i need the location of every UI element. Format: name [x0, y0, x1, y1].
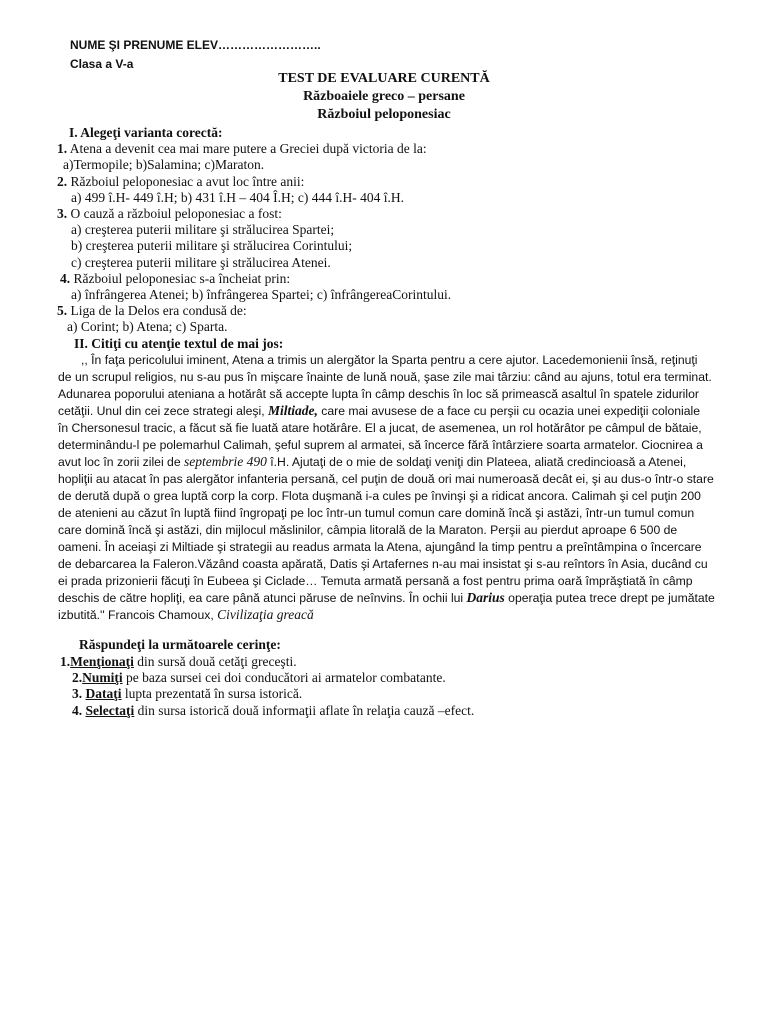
question-number: 2.: [57, 174, 68, 189]
source-line: [58, 607, 314, 623]
question-1: [57, 141, 427, 157]
source-line: de derută după o grea luptă corp la corp. Flota duşmană i-a cules pe învinşi şi a ridicat ancora. Calimah şi cel puţin 200: [58, 489, 701, 503]
requirement-number: 4.: [72, 703, 86, 718]
source-line: de debarcarea la Faleron.Văzând coasta apărată, Datis şi Artafernes n-au mai insistat şi s-au reîntors în Asia, ducând cu: [58, 557, 708, 571]
source-name-miltiade: Miltiade,: [268, 403, 318, 418]
source-line: hopliţii au atacat în pas alergător infanteria persană, cel puţin de două ori mai numeroasă decât ei, şi au dus-o într-o stare: [58, 472, 714, 486]
page-subtitle-1: Războaiele greco – persane: [303, 89, 465, 104]
requirement-verb: Dataţi: [85, 686, 122, 701]
question-5: [57, 303, 247, 319]
source-date: septembrie 490: [184, 454, 267, 469]
requirement-text: lupta prezentată în sursa istorică.: [121, 686, 303, 701]
question-2: [57, 174, 304, 190]
question-3: [57, 206, 282, 222]
requirement-text: din sursa istorică două informaţii aflate în relaţia cauză –efect.: [134, 703, 475, 718]
question-1-options: a)Termopile; b)Salamina; c)Maraton.: [63, 157, 265, 172]
requirement-text: din sursă două cetăţi greceşti.: [133, 654, 297, 669]
source-book-title: Civilizaţia greacă: [217, 607, 314, 622]
source-text: deschis de către hopliţi, ea care până atunci păruse de neînvins. În ochii lui: [58, 591, 467, 605]
source-line: care domină încă şi astăzi, din mijlocul măslinilor, câmpia litorală de la Maraton. Perşii au pierdut aproape 6 500 de: [58, 523, 678, 537]
requirement-2: [72, 670, 446, 686]
student-name-line: NUME ŞI PRENUME ELEV……………………..: [70, 38, 321, 52]
question-3-option-b: b) creşterea puterii militare şi strălucirea Corintului;: [71, 238, 353, 253]
question-number: 3.: [57, 206, 68, 221]
class-line: Clasa a V-a: [70, 57, 134, 71]
requirement-text: pe baza sursei cei doi conducători ai armatelor combatante.: [122, 670, 446, 685]
requirement-4: [72, 703, 474, 719]
source-text: izbutită.'' Francois Chamoux,: [58, 608, 218, 622]
page-title: TEST DE EVALUARE CURENTĂ: [278, 71, 490, 86]
question-5-options: a) Corint; b) Atena; c) Sparta.: [67, 319, 228, 334]
source-text: î.H. Ajutaţi de o mie de soldaţi veniţi din Plateea, aliată credincioasă a Atenei,: [266, 455, 687, 469]
question-number: 5.: [57, 303, 68, 318]
source-line: de atenieni au căzut în luptă fiind îngropaţi pe loc într-un tumul comun care domină încă şi astăzi, într-un tumul comun: [58, 506, 695, 520]
question-4: [60, 271, 290, 287]
question-number: 4.: [60, 271, 71, 286]
requirement-1: [60, 654, 297, 670]
question-4-options: a) înfrângerea Atenei; b) înfrângerea Spartei; c) înfrângereaCorintului.: [71, 287, 452, 302]
source-text: care mai avusese de a face cu perşii cu ocazia unei expediţii coloniale: [317, 404, 700, 418]
section-3-heading: Răspundeţi la următoarele cerinţe:: [79, 637, 281, 652]
source-line: determinându-l pe polemarhul Calimah, şeful suprem al armatei, să încerce fără întârziere soarta armatelor. Ciocnirea a: [58, 438, 703, 452]
requirement-number: 1.: [60, 654, 71, 669]
question-text: Războiul peloponesiac s-a încheiat prin:: [70, 271, 291, 286]
requirement-number: 2.: [72, 670, 83, 685]
section-2-heading: II. Citiţi cu atenţie textul de mai jos:: [74, 336, 284, 351]
source-line: în Chersonesul tracic, a făcut să fie luată atare hotărâre. El a jucat, de asemenea, un rol hotărâtor pe câmpul de bătaie,: [58, 421, 702, 435]
requirement-verb: Menţionaţi: [70, 654, 134, 669]
question-text: Războiul peloponesiac a avut loc între anii:: [67, 174, 305, 189]
source-line: [58, 403, 700, 419]
page-subtitle-2: Războiul peloponesiac: [317, 107, 451, 122]
source-text: cetăţii. Unul din cei zece strategi aleşi,: [58, 404, 268, 418]
question-text: Atena a devenit cea mai mare putere a Greciei după victoria de la:: [67, 141, 427, 156]
requirement-verb: Numiţi: [82, 670, 123, 685]
requirement-number: 3.: [72, 686, 86, 701]
question-2-options: a) 499 î.H- 449 î.H; b) 431 î.H – 404 Î.H; c) 444 î.H- 404 î.H.: [71, 190, 404, 205]
source-name-darius: Darius: [466, 590, 505, 605]
question-number: 1.: [57, 141, 68, 156]
source-line: [58, 454, 686, 470]
source-line: oameni. În aceiaşi zi Miltiade şi strategii au readus armata la Atena, ajungând la timp pentru a preîntâmpina o încercare: [58, 540, 702, 554]
source-text: operaţia putea trece drept pe jumătate: [504, 591, 715, 605]
source-line: de un scrupul religios, nu s-au pus în mişcare înainte de lună nouă, şase zile mai târziu: când au ajuns, totul era terminat.: [58, 370, 712, 384]
requirement-verb: Selectaţi: [85, 703, 135, 718]
source-line: [58, 590, 715, 606]
question-3-option-a: a) creşterea puterii militare şi strălucirea Spartei;: [71, 222, 335, 237]
question-3-option-c: c) creşterea puterii militare şi strălucirea Atenei.: [71, 255, 331, 270]
source-line: ei prada prizonierii făcuţi în Eubeea şi Ciclade… Temuta armată persană a fost pentru prima oară împrăştiată în câmp: [58, 574, 693, 588]
question-text: O cauză a războiul peloponesiac a fost:: [67, 206, 282, 221]
source-line: ,, În faţa pericolului iminent, Atena a trimis un alergător la Sparta pentru a cere ajutor. Lacedemonienii însă, reţinuţi: [81, 353, 698, 367]
source-line: Adunarea poporului ateniana a hotărât să accepte lupta în câmp deschis în loc să primească asaltul în spatele zidurilor: [58, 387, 699, 401]
requirement-3: [72, 686, 302, 702]
section-1-heading: I. Alegeţi varianta corectă:: [69, 125, 223, 140]
question-text: Liga de la Delos era condusă de:: [67, 303, 247, 318]
source-text: avut loc în zorii zilei de: [58, 455, 184, 469]
